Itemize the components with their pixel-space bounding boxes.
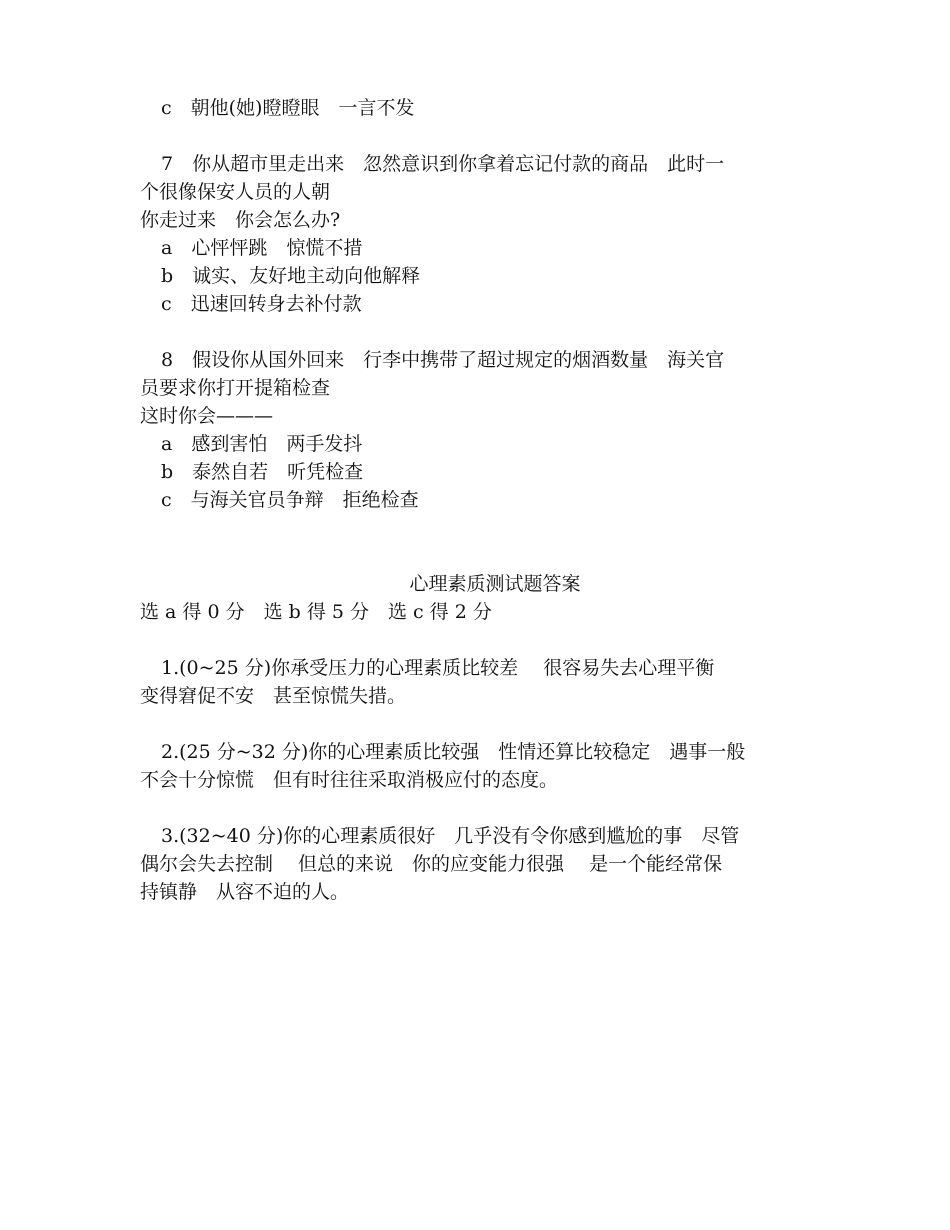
q8-option-b: b 泰然自若 听凭检查	[161, 461, 364, 483]
q6-option-c: c 朝他(她)瞪瞪眼 一言不发	[161, 97, 415, 119]
q7-question-line-1: 7 你从超市里走出来 忽然意识到你拿着忘记付款的商品 此时一	[161, 153, 725, 175]
q8-question-line-3: 这时你会———	[140, 405, 274, 427]
q7-question-line-3: 你走过来 你会怎么办?	[140, 209, 341, 231]
result-3-line-1: 3.(32~40 分)你的心理素质很好 几乎没有令你感到尴尬的事 尽管	[161, 825, 740, 847]
result-2-line-1: 2.(25 分~32 分)你的心理素质比较强 性情还算比较稳定 遇事一般	[161, 741, 746, 763]
result-3-line-2: 偶尔会失去控制 但总的来说 你的应变能力很强 是一个能经常保	[140, 853, 723, 875]
answers-title: 心理素质测试题答案	[409, 573, 581, 595]
q8-question-line-1: 8 假设你从国外回来 行李中携带了超过规定的烟酒数量 海关官	[161, 349, 725, 371]
q7-question-line-2: 个很像保安人员的人朝	[140, 181, 331, 203]
result-1-line-1: 1.(0~25 分)你承受压力的心理素质比较差 很容易失去心理平衡	[161, 657, 715, 679]
result-3-line-3: 持镇静 从容不迫的人。	[140, 881, 350, 903]
result-2-line-2: 不会十分惊慌 但有时往往采取消极应付的态度。	[140, 769, 559, 791]
q7-option-a: a 心怦怦跳 惊慌不措	[161, 237, 363, 259]
q7-option-c: c 迅速回转身去补付款	[161, 293, 362, 315]
q8-option-c: c 与海关官员争辩 拒绝检查	[161, 489, 419, 511]
q8-option-a: a 感到害怕 两手发抖	[161, 433, 363, 455]
q7-option-b: b 诚实、友好地主动向他解释	[161, 265, 421, 287]
q8-question-line-2: 员要求你打开提箱检查	[140, 377, 331, 399]
result-1-line-2: 变得窘促不安 甚至惊慌失措。	[140, 685, 407, 707]
answers-scoring: 选 a 得 0 分 选 b 得 5 分 选 c 得 2 分	[140, 601, 492, 623]
